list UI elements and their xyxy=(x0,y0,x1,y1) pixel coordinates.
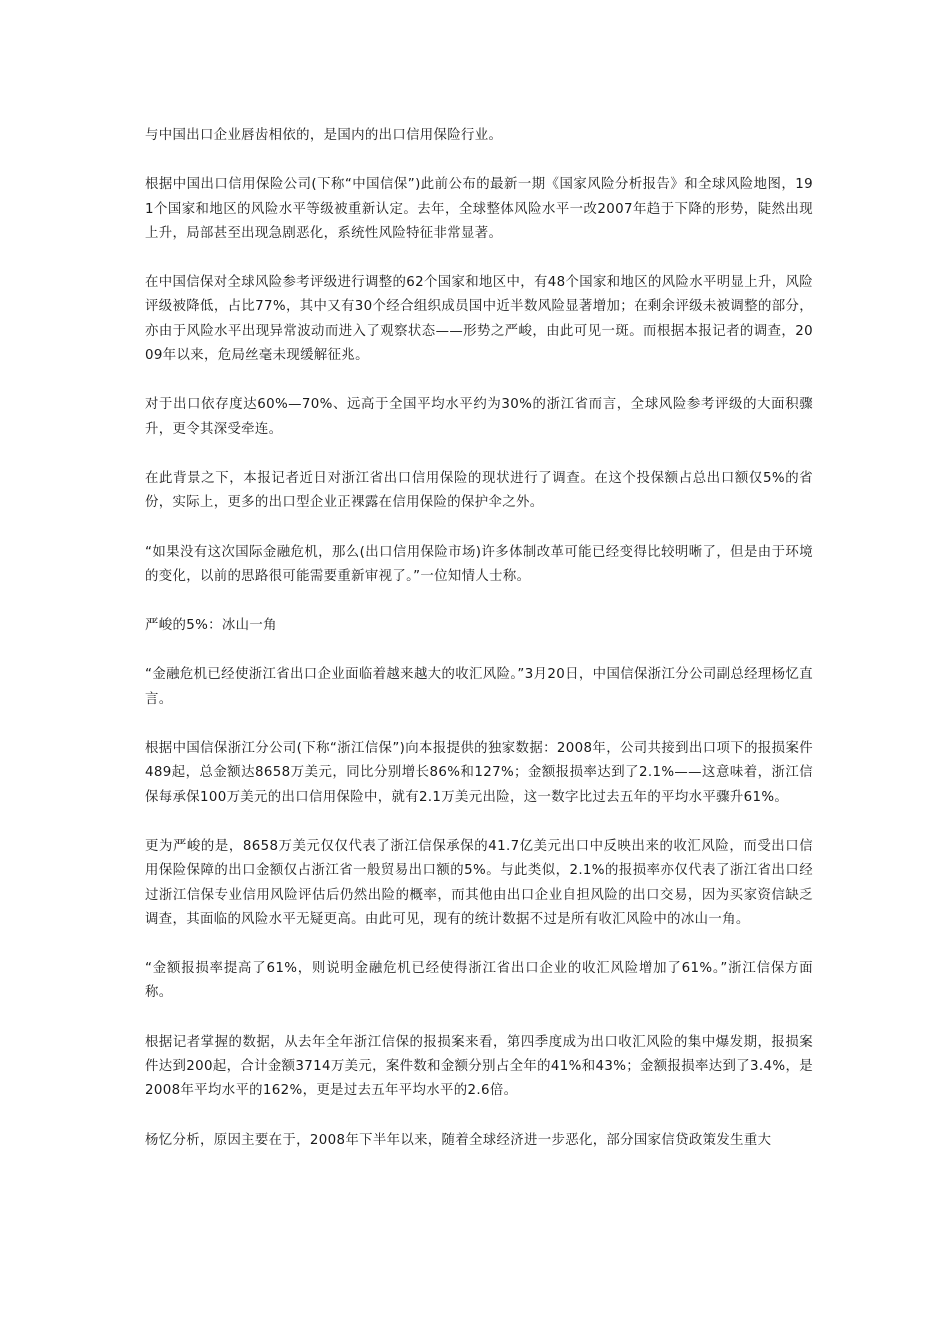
article-paragraph-11: “金额报损率提高了61%，则说明金融危机已经使得浙江省出口企业的收汇风险增加了61%。”浙江信保方面称。 xyxy=(145,961,813,1001)
article-paragraph-3: 在中国信保对全球风险参考评级进行调整的62个国家和地区中，有48个国家和地区的风险水平明显上升，风险评级被降低，占比77%，其中又有30个经合组织成员国中近半数风险显著增加；在剩余评级未被调整的部分，亦由于风险水平出现异常波动而进入了观察状态——形势之严峻，由此可见一斑。而根据本报记者的调查，2009年以来，危局丝毫未现缓解征兆。 xyxy=(145,275,813,364)
article-paragraph-10: 更为严峻的是，8658万美元仅仅代表了浙江信保承保的41.7亿美元出口中反映出来的收汇风险，而受出口信用保险保障的出口金额仅占浙江省一般贸易出口额的5%。与此类似，2.1%的报损率亦仅代表了浙江省出口经过浙江信保专业信用风险评估后仍然出险的概率，而其他由出口企业自担风险的出口交易，因为买家资信缺乏调查，其面临的风险水平无疑更高。由此可见，现有的统计数据不过是所有收汇风险中的冰山一角。 xyxy=(145,838,813,927)
article-paragraph-4: 对于出口依存度达60%—70%、远高于全国平均水平约为30%的浙江省而言，全球风险参考评级的大面积骤升，更令其深受牵连。 xyxy=(145,397,813,437)
article-paragraph-5: 在此背景之下，本报记者近日对浙江省出口信用保险的现状进行了调查。在这个投保额占总出口额仅5%的省份，实际上，更多的出口型企业正裸露在信用保险的保护伞之外。 xyxy=(145,470,813,511)
article-paragraph-13: 杨忆分析，原因主要在于，2008年下半年以来，随着全球经济进一步恶化，部分国家信贷政策发生重大 xyxy=(145,1132,772,1148)
article-body xyxy=(145,124,813,1178)
section-heading: 严峻的5%：冰山一角 xyxy=(145,618,277,634)
article-paragraph-12: 根据记者掌握的数据，从去年全年浙江信保的报损案来看，第四季度成为出口收汇风险的集中爆发期，报损案件达到200起，合计金额3714万美元，案件数和金额分别占全年的41%和43%；金额报损率达到了3.4%，是2008年平均水平的162%，更是过去五年平均水平的2.6倍。 xyxy=(145,1034,813,1099)
article-paragraph-2: 根据中国出口信用保险公司(下称“中国信保”)此前公布的最新一期《国家风险分析报告》和全球风险地图，191个国家和地区的风险水平等级被重新认定。去年，全球整体风险水平一改2007年趋于下降的形势，陡然出现上升，局部甚至出现急剧恶化，系统性风险特征非常显著。 xyxy=(145,177,813,241)
article-paragraph-9: 根据中国信保浙江分公司(下称“浙江信保”)向本报提供的独家数据：2008年，公司共接到出口项下的报损案件489起，总金额达8658万美元，同比分别增长86%和127%；金额报损率达到了2.1%——这意味着，浙江信保每承保100万美元的出口信用保险中，就有2.1万美元出险，这一数字比过去五年的平均水平骤升61%。 xyxy=(145,741,813,805)
article-paragraph-6: “如果没有这次国际金融危机，那么(出口信用保险市场)许多体制改革可能已经变得比较明晰了，但是由于环境的变化，以前的思路很可能需要重新审视了。”一位知情人士称。 xyxy=(145,544,813,584)
article-paragraph-8: “金融危机已经使浙江省出口企业面临着越来越大的收汇风险。”3月20日，中国信保浙江分公司副总经理杨忆直言。 xyxy=(145,667,813,707)
article-paragraph-1: 与中国出口企业唇齿相依的，是国内的出口信用保险行业。 xyxy=(145,128,503,143)
